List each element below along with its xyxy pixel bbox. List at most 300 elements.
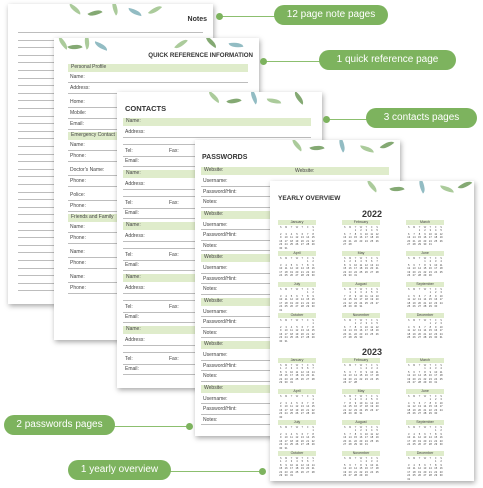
calendar-day: 13 (423, 436, 427, 440)
calendar-weekday: T (290, 226, 293, 229)
calendar-day: 9 (279, 329, 282, 333)
calendar-day: 12 (412, 298, 416, 302)
calendar-weekday: S (440, 288, 442, 291)
calendar-day: 20 (423, 470, 427, 474)
calendar-day: 23 (359, 439, 363, 443)
calendar-weekday: T (429, 457, 432, 460)
password-notes-label: Notes: (203, 199, 218, 205)
calendar-weekday: W (423, 319, 427, 322)
calendar-weekday: T (365, 226, 368, 229)
calendar-day: 14 (423, 298, 427, 302)
calendar-weekday: T (418, 395, 421, 398)
calendar-weekday: T (365, 457, 368, 460)
calendar-day: 6 (296, 294, 298, 298)
calendar-day: 14 (412, 236, 416, 240)
calendar-day: 11 (364, 294, 368, 298)
calendar-day: 19 (290, 301, 293, 305)
calendar-day: 21 (343, 408, 347, 412)
calendar-day: 20 (348, 377, 352, 381)
calendar-day: 25 (359, 270, 363, 274)
calendar-day: 13 (418, 329, 421, 333)
calendar-day: 14 (300, 298, 304, 302)
calendar-day: 26 (295, 336, 299, 340)
calendar-day: 7 (301, 263, 304, 267)
calendar-month (342, 313, 380, 340)
calendar-day: 26 (290, 305, 293, 309)
calendar-day: 1 (279, 460, 282, 463)
year-2022-label: 2022 (361, 209, 383, 219)
calendar-day: 10 (364, 432, 368, 436)
calendar-day: 18 (290, 239, 293, 243)
calendar-day: 6 (407, 232, 410, 236)
calendar-weekday: S (312, 395, 314, 398)
calendar-weekday: S (279, 226, 282, 229)
calendar-day: 1 (360, 367, 362, 370)
calendar-day: 4 (365, 291, 368, 294)
calendar-day: 9 (360, 232, 362, 236)
calendar-day: 17 (354, 267, 357, 271)
calendar-day: 12 (412, 329, 416, 333)
calendar-weekday: W (423, 288, 427, 291)
calendar-day: 16 (284, 374, 288, 378)
calendar-day: 5 (296, 232, 298, 236)
calendar-day: 27 (300, 412, 304, 416)
calendar-day: 19 (375, 436, 379, 440)
calendar-day: 12 (375, 325, 379, 329)
calendar-weekday: T (301, 395, 304, 398)
calendar-day: 5 (365, 260, 368, 263)
calendar-day: 8 (279, 370, 282, 374)
calendar-day: 22 (428, 301, 432, 305)
calendar-day: 25 (370, 439, 374, 443)
contacts-connector-dot (323, 116, 330, 123)
calendar-weekday: S (312, 457, 314, 460)
calendar-day: 2 (440, 429, 442, 432)
calendar-day: 27 (295, 274, 299, 278)
calendar-day: 1 (424, 260, 426, 263)
calendar-weekday: W (359, 395, 363, 398)
calendar-weekday: F (306, 288, 309, 291)
calendar-day: 22 (279, 470, 283, 474)
calendar-day: 17 (370, 374, 374, 378)
contact-field-line (123, 137, 311, 138)
calendar-days-grid (406, 260, 444, 278)
password-username-label: Username: (203, 352, 228, 358)
calendar-month-name: December (406, 451, 444, 456)
calendar-weekday: W (295, 288, 299, 291)
calendar-day: 25 (412, 443, 416, 447)
calendar-day: 18 (407, 408, 411, 412)
calendar-day: 27 (343, 243, 347, 247)
calendar-day: 21 (375, 267, 379, 271)
calendar-day: 7 (354, 370, 357, 374)
calendar-day: 7 (354, 463, 357, 467)
calendar-month (342, 251, 380, 278)
calendar-day: 14 (343, 298, 347, 302)
calendar-day: 5 (371, 398, 373, 401)
calendar-day: 6 (376, 291, 378, 294)
calendar-day: 26 (370, 408, 374, 412)
contact-tel-label: Tel: (125, 304, 133, 310)
calendar-day: 6 (424, 463, 426, 467)
password-username-label: Username: (203, 265, 228, 271)
calendar-weekday: F (306, 319, 309, 322)
calendar-weekday: S (343, 426, 346, 429)
calendar-day: 29 (311, 443, 315, 447)
calendar-month-name: September (406, 282, 444, 287)
calendar-day: 13 (375, 401, 379, 405)
calendar-day: 17 (434, 374, 438, 378)
qr-field-label: Name: (70, 274, 85, 280)
calendar-day: 6 (343, 232, 346, 236)
calendar-day: 13 (300, 436, 304, 440)
calendar-day: 15 (279, 467, 283, 471)
calendar-day: 16 (434, 329, 438, 333)
calendar-day: 12 (295, 236, 299, 240)
calendar-day: 26 (412, 412, 416, 416)
calendar-day: 28 (418, 381, 421, 385)
calendar-day: 7 (418, 370, 421, 374)
calendar-day: 16 (311, 298, 315, 302)
contact-tel-label: Tel: (125, 356, 133, 362)
calendar-day: 2 (312, 260, 314, 263)
calendar-weekday: S (312, 364, 314, 367)
calendar-weekday: T (429, 288, 432, 291)
qr-section-band: Emergency Contact (68, 132, 248, 140)
calendar-days-grid (406, 229, 444, 247)
calendar-day: 9 (354, 401, 357, 405)
calendar-day: 21 (354, 470, 357, 474)
calendar-day: 9 (429, 263, 432, 267)
calendar-month (278, 282, 316, 313)
calendar-day: 23 (354, 408, 357, 412)
calendar-day: 3 (365, 429, 368, 432)
calendar-day: 30 (284, 381, 288, 385)
calendar-day: 7 (312, 460, 314, 463)
calendar-day: 4 (376, 460, 378, 463)
calendar-weekday: S (407, 257, 410, 260)
calendar-day: 23 (359, 332, 363, 336)
calendar-day: 10 (407, 467, 411, 471)
calendar-day: 12 (295, 436, 299, 440)
calendar-day: 11 (370, 432, 374, 436)
calendar-weekday: W (359, 364, 363, 367)
calendar-weekday: T (365, 364, 368, 367)
calendar-month (342, 451, 380, 478)
calendar-day: 20 (300, 439, 304, 443)
calendar-weekday: W (295, 364, 299, 367)
password-notes-label: Notes: (203, 373, 218, 379)
calendar-day: 10 (279, 298, 283, 302)
calendar-day: 25 (439, 377, 443, 381)
calendar-day: 30 (423, 243, 427, 247)
calendar-day: 13 (343, 236, 347, 240)
calendar-day: 3 (285, 325, 287, 329)
calendar-day: 9 (279, 405, 282, 409)
calendar-day: 2 (365, 367, 368, 370)
calendar-day: 23 (279, 412, 283, 416)
calendar-days-grid (406, 322, 444, 340)
yearly-overview-page (270, 181, 474, 481)
calendar-day: 16 (354, 298, 357, 302)
qr-field-label: Phone: (70, 203, 86, 209)
calendar-day: 12 (375, 432, 379, 436)
quick-reference-callout: 1 quick reference page (319, 50, 456, 70)
calendar-month-name: June (406, 389, 444, 394)
notes-connector-dot (216, 13, 223, 20)
calendar-weekday: S (440, 319, 442, 322)
calendar-day: 25 (364, 408, 368, 412)
calendar-day: 30 (354, 412, 357, 416)
calendar-day: 14 (306, 329, 310, 333)
calendar-weekday: M (349, 364, 352, 367)
calendar-day: 16 (439, 467, 443, 471)
calendar-day: 10 (439, 325, 443, 329)
calendar-month-name: October (278, 313, 316, 318)
calendar-weekday: F (370, 257, 373, 260)
calendar-day: 18 (439, 267, 443, 271)
calendar-day: 16 (279, 439, 283, 443)
calendar-day: 11 (370, 232, 374, 236)
calendar-day: 29 (279, 381, 283, 385)
qr-field-label: Email: (70, 121, 84, 127)
calendar-day: 25 (290, 243, 293, 247)
calendar-day: 15 (428, 405, 432, 409)
calendar-day: 6 (343, 325, 346, 329)
calendar-day: 5 (407, 263, 410, 267)
calendar-day: 17 (284, 332, 288, 336)
calendar-day: 11 (290, 329, 293, 333)
calendar-weekday: M (285, 426, 288, 429)
calendar-weekday: S (407, 426, 410, 429)
calendar-weekday: S (279, 288, 282, 291)
calendar-weekday: M (413, 226, 416, 229)
calendar-day: 23 (434, 332, 438, 336)
calendar-weekday: T (290, 319, 293, 322)
calendar-day: 8 (354, 325, 357, 329)
calendar-day: 22 (348, 408, 352, 412)
calendar-day: 19 (295, 439, 299, 443)
calendar-day: 28 (306, 336, 310, 340)
calendar-days-grid (278, 367, 316, 385)
calendar-day: 15 (428, 329, 432, 333)
calendar-weekday: S (343, 257, 346, 260)
calendar-day: 21 (423, 332, 427, 336)
calendar-day: 6 (418, 325, 421, 329)
calendar-weekday: T (354, 288, 357, 291)
calendar-weekday: S (376, 226, 378, 229)
calendar-weekday: M (285, 395, 288, 398)
calendar-day: 20 (300, 408, 304, 412)
calendar-day: 30 (279, 339, 283, 343)
calendar-weekday: S (343, 395, 346, 398)
calendar-day: 7 (307, 401, 309, 405)
calendar-day: 2 (279, 432, 282, 436)
quick-reference-connector (264, 61, 320, 62)
calendar-day: 22 (423, 270, 427, 274)
calendar-day: 29 (348, 305, 352, 309)
calendar-day: 15 (311, 436, 315, 440)
calendar-month-name: July (278, 420, 316, 425)
calendar-weekday: T (301, 288, 304, 291)
calendar-day: 29 (306, 274, 310, 278)
calendar-day: 10 (354, 263, 357, 267)
calendar-day: 11 (375, 463, 379, 467)
calendar-weekday: W (423, 395, 427, 398)
calendar-day: 29 (428, 412, 432, 416)
calendar-day: 15 (434, 436, 438, 440)
calendar-day: 2 (429, 367, 432, 370)
calendar-days-grid (342, 460, 380, 478)
calendar-day: 31 (354, 274, 357, 278)
calendar-day: 27 (418, 412, 421, 416)
calendar-weekday: S (343, 457, 346, 460)
calendar-day: 13 (343, 329, 347, 333)
password-username-label: Username: (203, 308, 228, 315)
calendar-day: 8 (343, 263, 346, 267)
calendar-day: 24 (364, 239, 368, 243)
calendar-day: 11 (290, 236, 293, 240)
calendar-day: 31 (284, 446, 288, 450)
yearly-connector-dot (259, 468, 266, 475)
calendar-day: 19 (439, 236, 443, 240)
calendar-weekday: M (285, 319, 288, 322)
calendar-day: 23 (364, 377, 368, 381)
calendar-weekday: T (354, 257, 357, 260)
calendar-day: 13 (300, 405, 304, 409)
calendar-day: 9 (285, 463, 287, 467)
calendar-month-name: December (406, 313, 444, 318)
calendar-day: 24 (407, 474, 411, 478)
calendar-weekday: W (295, 257, 299, 260)
calendar-day: 14 (354, 467, 357, 471)
qr-field-label: Phone: (70, 235, 86, 241)
calendar-day: 22 (311, 408, 315, 412)
calendar-day: 17 (407, 470, 411, 474)
calendar-day: 18 (284, 270, 288, 274)
calendar-weekday: T (429, 319, 432, 322)
calendar-day: 22 (418, 239, 421, 243)
contact-address-label: Address: (125, 181, 145, 187)
calendar-day: 23 (364, 470, 368, 474)
calendar-weekday: F (306, 395, 309, 398)
calendar-day: 6 (376, 398, 378, 401)
calendar-days-grid (278, 229, 316, 251)
calendar-day: 4 (407, 401, 410, 405)
calendar-weekday: T (301, 426, 304, 429)
contacts-connector (327, 119, 367, 120)
calendar-weekday: T (354, 364, 357, 367)
calendar-weekday: W (295, 319, 299, 322)
calendar-day: 2 (354, 291, 357, 294)
calendar-day: 19 (412, 301, 416, 305)
calendar-day: 27 (348, 381, 352, 385)
calendar-day: 3 (371, 367, 373, 370)
calendar-weekday: T (429, 257, 432, 260)
calendar-day: 17 (284, 408, 288, 412)
calendar-day: 1 (312, 229, 314, 232)
calendar-day: 13 (306, 463, 310, 467)
calendar-day: 28 (343, 305, 347, 309)
calendar-day: 14 (428, 467, 432, 471)
calendar-day: 11 (295, 370, 299, 374)
calendar-day: 13 (418, 298, 421, 302)
calendar-day: 31 (407, 477, 411, 481)
calendar-day: 13 (300, 329, 304, 333)
calendar-day: 3 (354, 260, 357, 263)
calendar-day: 30 (359, 443, 363, 447)
calendar-day: 7 (429, 432, 432, 436)
calendar-day: 6 (301, 325, 304, 329)
calendar-day: 1 (429, 322, 432, 325)
calendar-day: 30 (428, 274, 432, 278)
calendar-day: 8 (424, 370, 426, 374)
passwords-connector (114, 426, 190, 427)
calendar-day: 21 (343, 301, 347, 305)
calendar-day: 26 (412, 336, 416, 340)
contact-email-label: Email: (125, 210, 139, 216)
calendar-day: 8 (312, 325, 314, 329)
calendar-day: 7 (301, 294, 304, 298)
qr-field-label: Name: (70, 224, 85, 230)
calendar-weekday: M (349, 457, 352, 460)
calendar-day: 10 (434, 263, 438, 267)
calendar-day: 3 (360, 398, 362, 401)
calendar-day: 15 (359, 467, 363, 471)
calendar-day: 31 (439, 336, 443, 340)
calendar-day: 4 (376, 367, 378, 370)
calendar-day: 12 (343, 467, 347, 471)
calendar-day: 29 (354, 336, 357, 340)
passwords-connector-dot (186, 423, 193, 430)
calendar-day: 9 (279, 436, 282, 440)
password-password-label: Password/Hint: (203, 232, 237, 238)
calendar-weekday: M (285, 288, 288, 291)
calendar-day: 25 (407, 336, 411, 340)
calendar-day: 29 (359, 474, 363, 478)
calendar-weekday: T (301, 319, 304, 322)
calendar-day: 19 (370, 298, 374, 302)
calendar-day: 8 (312, 232, 314, 236)
calendar-day: 23 (311, 270, 315, 274)
calendar-day: 9 (349, 263, 351, 267)
calendar-day: 11 (439, 370, 443, 374)
calendar-day: 17 (364, 329, 368, 333)
calendar-day: 12 (412, 405, 416, 409)
calendar-day: 11 (407, 329, 411, 333)
calendar-day: 8 (354, 432, 357, 436)
calendar-day: 1 (418, 229, 421, 232)
calendar-weekday: M (349, 319, 352, 322)
calendar-day: 5 (376, 229, 378, 232)
calendar-day: 4 (290, 401, 293, 405)
qr-field-line (68, 82, 248, 83)
password-website-band: Website: (201, 211, 389, 219)
calendar-day: 13 (343, 436, 347, 440)
calendar-day: 9 (312, 294, 314, 298)
calendar-day: 6 (301, 232, 304, 236)
calendar-day: 26 (295, 243, 299, 247)
calendar-day: 8 (429, 401, 432, 405)
calendar-day: 3 (290, 460, 293, 463)
contact-email-label: Email: (125, 158, 139, 164)
calendar-day: 29 (354, 443, 357, 447)
calendar-day: 21 (311, 467, 315, 471)
calendar-days-grid (342, 398, 380, 416)
calendar-day: 22 (423, 377, 427, 381)
calendar-day: 19 (418, 470, 421, 474)
calendar-weekday: T (354, 426, 357, 429)
